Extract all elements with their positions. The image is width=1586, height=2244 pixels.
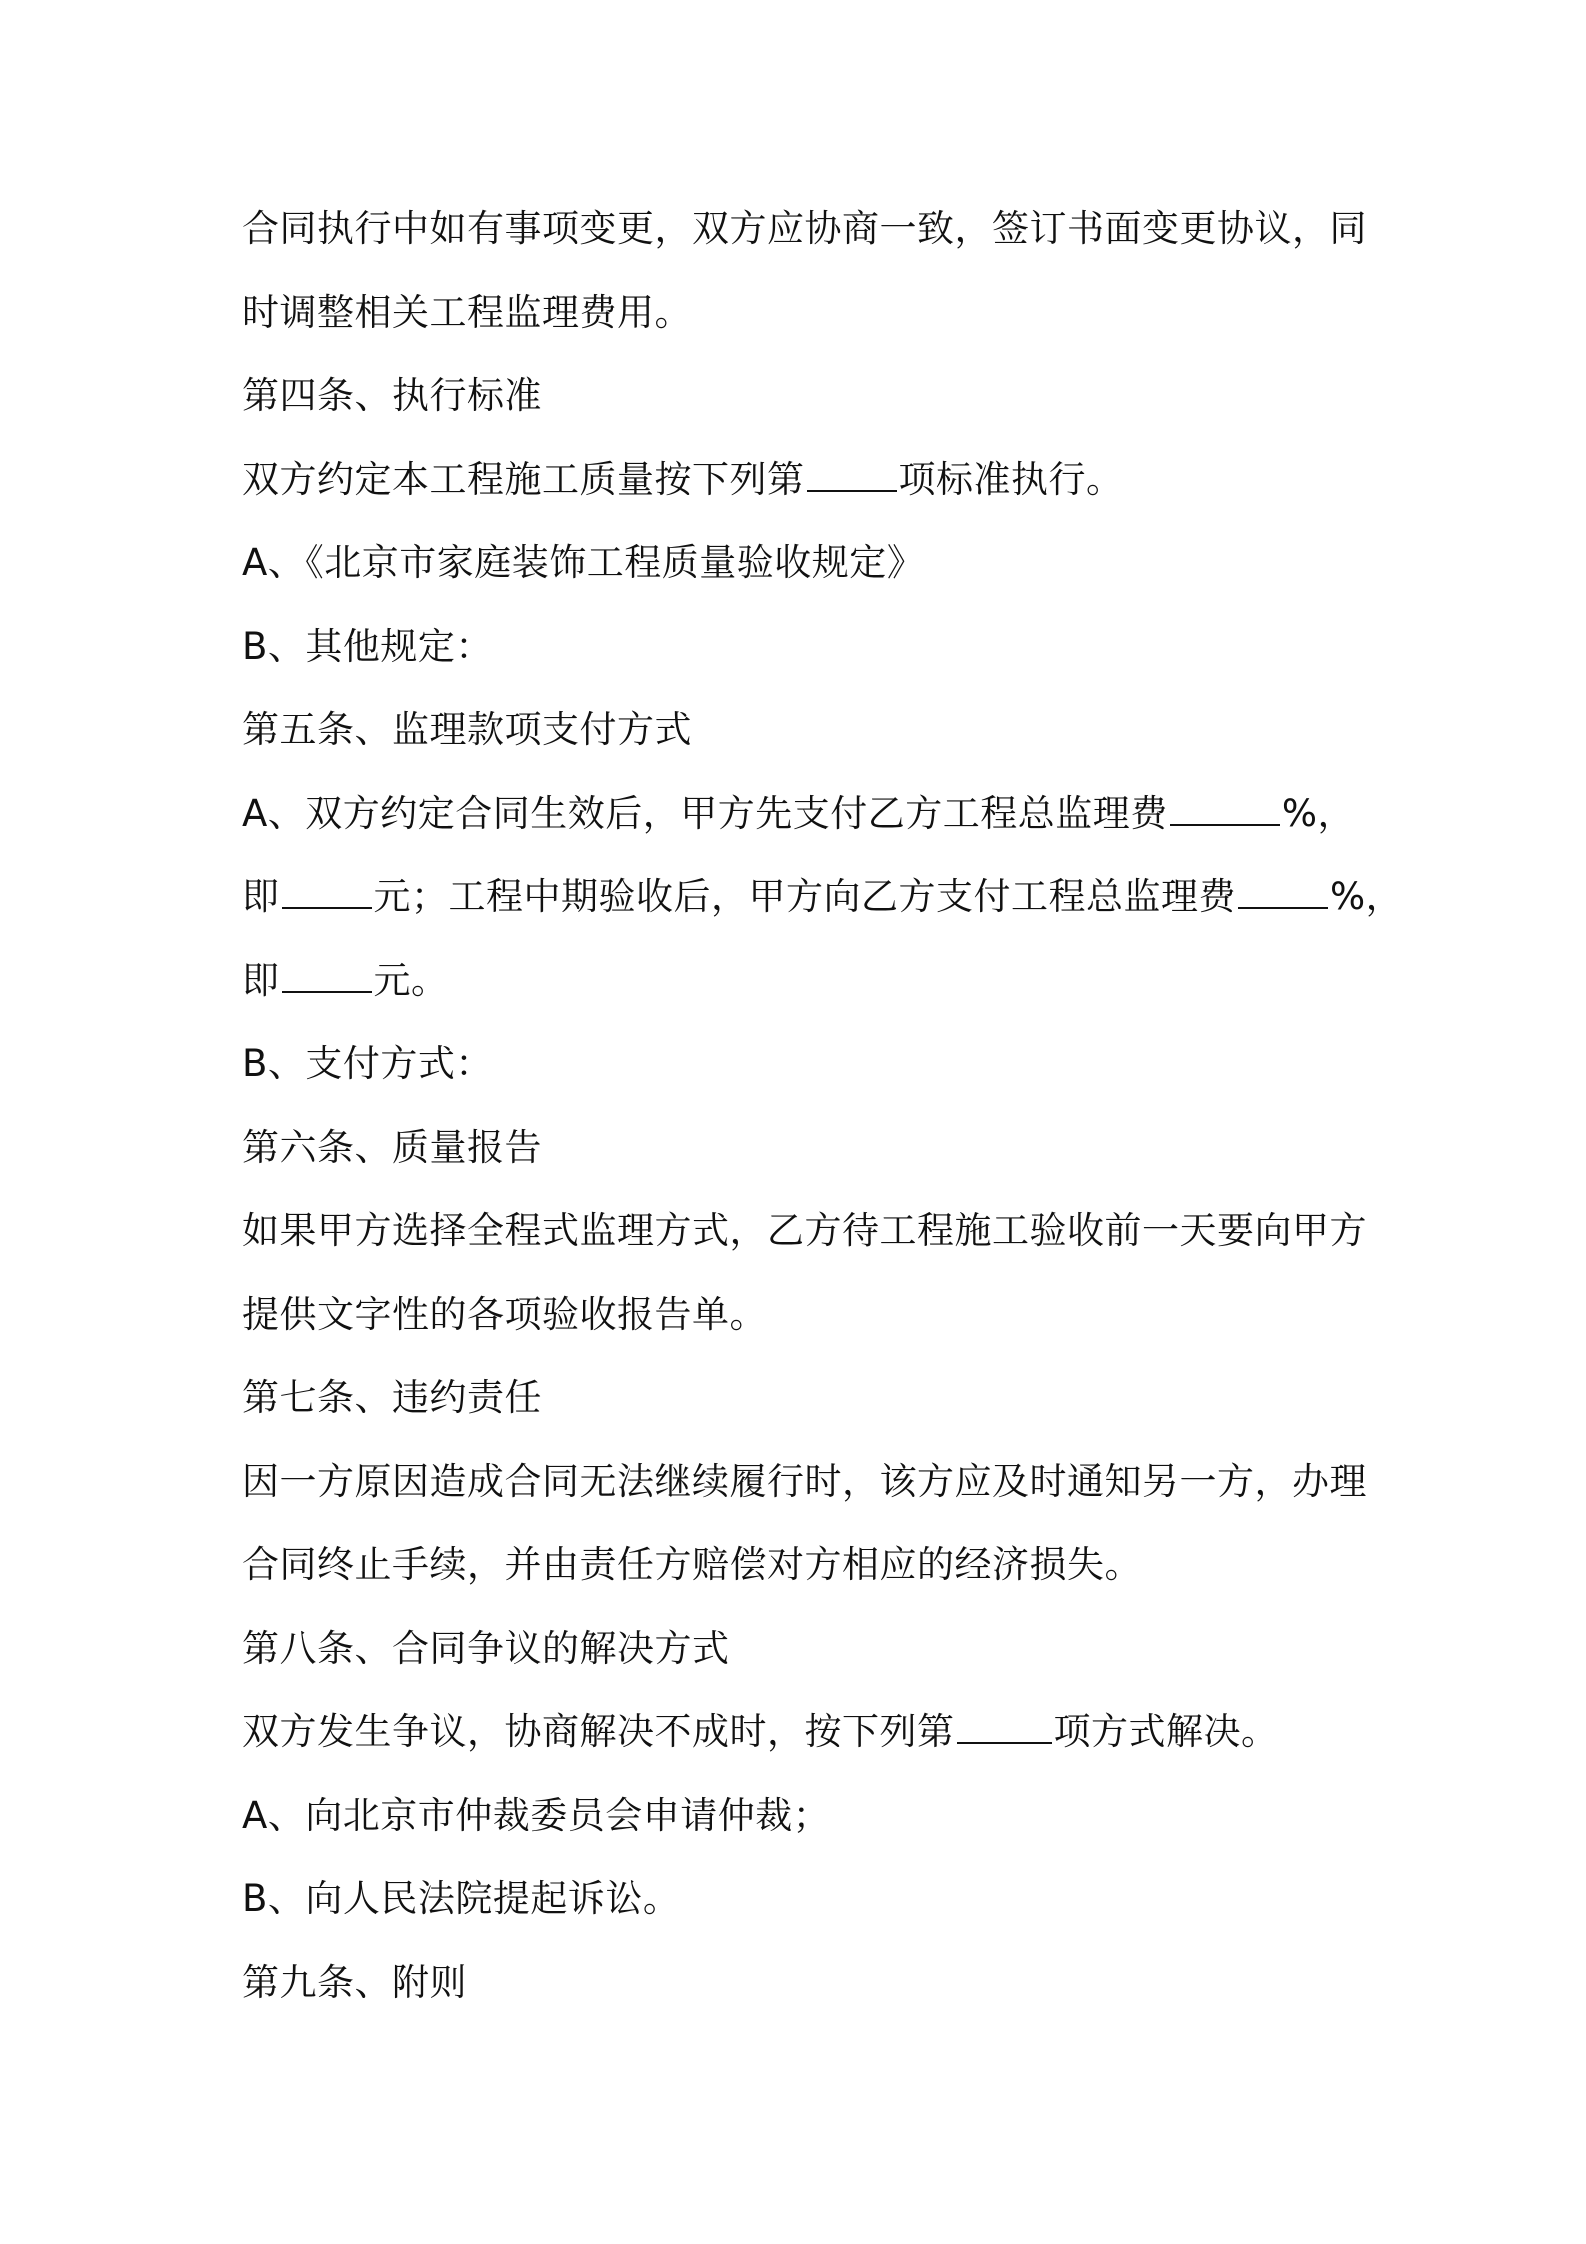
heading-text: 第九条、附则 [242,1961,467,2004]
heading-text: 第四条、执行标准 [242,374,542,417]
text: %， [1281,792,1355,835]
heading-text: 第五条、监理款项支付方式 [242,708,692,751]
article-4-heading [242,366,1362,426]
fill-in-blank[interactable] [957,1708,1052,1744]
text: 项方式解决。 [1053,1710,1279,1753]
text: 元；工程中期验收后，甲方向乙方支付工程总监理费 [373,875,1236,918]
text: 即 [242,959,280,1002]
article-6-line1 [242,1201,1367,1261]
article-4-option-b [242,617,1362,677]
text: B、向人民法院提起诉讼。 [242,1877,681,1920]
text: 元。 [373,959,449,1002]
text: 双方发生争议，协商解决不成时，按下列第 [242,1710,955,1753]
article-6-heading [242,1118,1362,1178]
text: 因一方原因造成合同无法继续履行时，该方应及时通知另一方，办理 [242,1460,1367,1503]
text: A、向北京市仲裁委员会申请仲裁； [242,1794,831,1837]
text: 项标准执行。 [898,458,1124,501]
text: A、《北京市家庭装饰工程质量验收规定》 [242,541,925,584]
text: 提供文字性的各项验收报告单。 [242,1293,767,1336]
text: 即 [242,875,280,918]
text: B、其他规定： [242,625,493,668]
text: 如果甲方选择全程式监理方式，乙方待工程施工验收前一天要向甲方 [242,1209,1367,1252]
fill-in-blank[interactable] [282,873,372,909]
paragraph-line [242,283,1362,343]
article-9-heading [242,1953,1362,2013]
article-8-option-a [242,1786,1362,1846]
text: %， [1330,875,1404,918]
article-5-option-b [242,1034,1362,1094]
article-5-option-a-line3 [242,951,1362,1011]
article-5-option-a-line1 [242,784,1362,844]
fill-in-blank[interactable] [1170,790,1280,826]
article-8-body [242,1702,1362,1762]
fill-in-blank[interactable] [807,456,897,492]
text: A、双方约定合同生效后，甲方先支付乙方工程总监理费 [242,792,1168,835]
text: 合同终止手续，并由责任方赔偿对方相应的经济损失。 [242,1543,1142,1586]
fill-in-blank[interactable] [1238,873,1328,909]
article-4-option-a [242,533,1362,593]
article-4-body [242,450,1362,510]
text: 时调整相关工程监理费用。 [242,291,692,334]
article-6-line2 [242,1285,1362,1345]
article-7-line1 [242,1452,1367,1512]
text: 双方约定本工程施工质量按下列第 [242,458,805,501]
article-7-line2 [242,1535,1362,1595]
heading-text: 第八条、合同争议的解决方式 [242,1627,730,1670]
article-8-option-b [242,1869,1362,1929]
fill-in-blank[interactable] [282,957,372,993]
article-5-heading [242,700,1362,760]
text: 合同执行中如有事项变更，双方应协商一致，签订书面变更协议，同 [242,207,1367,250]
heading-text: 第七条、违约责任 [242,1376,542,1419]
text: B、支付方式： [242,1042,493,1085]
article-7-heading [242,1368,1362,1428]
heading-text: 第六条、质量报告 [242,1126,542,1169]
paragraph-line [242,199,1367,259]
article-5-option-a-line2 [242,867,1404,927]
article-8-heading [242,1619,1362,1679]
